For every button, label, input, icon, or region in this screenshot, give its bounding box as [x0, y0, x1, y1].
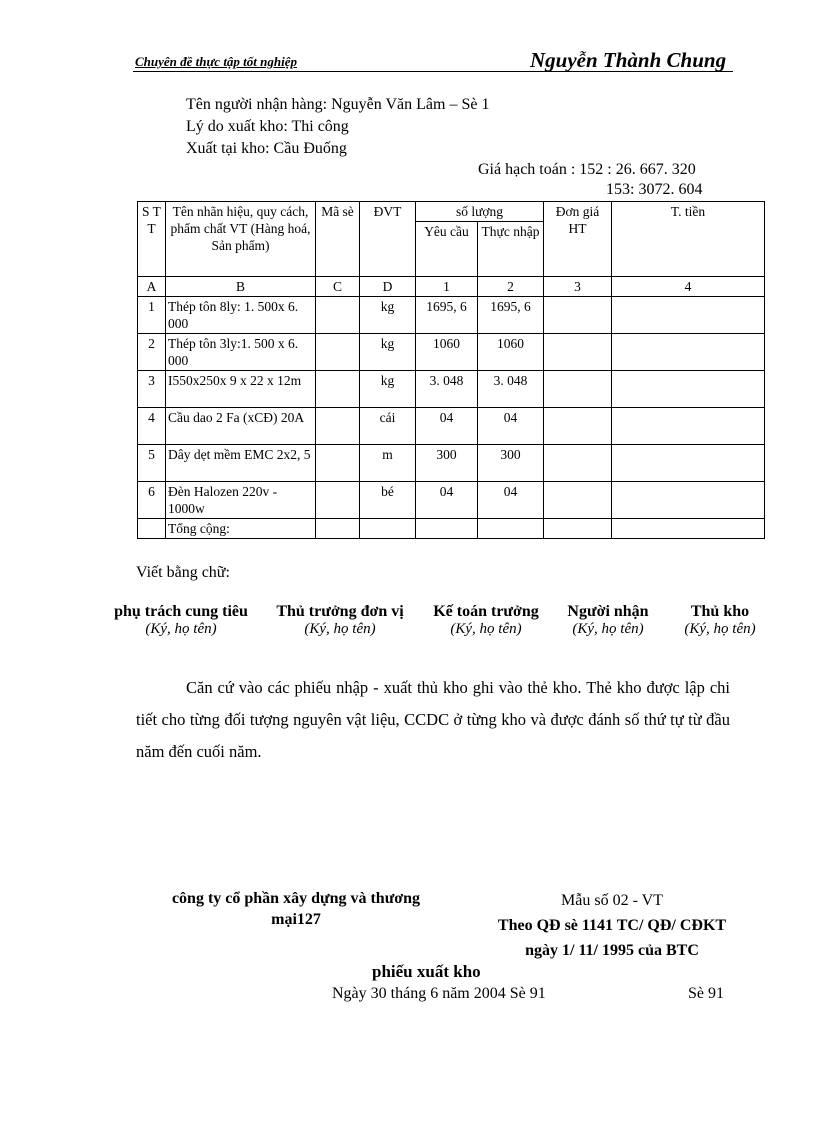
cell-stt: 6: [138, 482, 166, 519]
signature-sub: (Ký, họ tên): [684, 621, 756, 637]
cell-stt: 5: [138, 445, 166, 482]
cell-total: [612, 408, 765, 445]
signature-block: [424, 603, 548, 638]
col-label: A: [138, 277, 166, 297]
cell-req: 1695, 6: [416, 297, 478, 334]
col-label: 3: [544, 277, 612, 297]
cell-req: 04: [416, 408, 478, 445]
header-stt: S T T: [138, 202, 166, 277]
cell-act: 300: [478, 445, 544, 482]
cell-price: [544, 371, 612, 408]
cell-act: 1695, 6: [478, 297, 544, 334]
cell-stt: 1: [138, 297, 166, 334]
cell-req: 3. 048: [416, 371, 478, 408]
cell-total: [612, 334, 765, 371]
cell-unit: m: [360, 445, 416, 482]
cell-total: [612, 445, 765, 482]
company-name: [140, 888, 452, 930]
signature-sub: (Ký, họ tên): [304, 621, 376, 637]
cell-name: Cầu dao 2 Fa (xCĐ) 20A: [166, 408, 316, 445]
cell-name: Dây dẹt mềm EMC 2x2, 5: [166, 445, 316, 482]
signature-block: [270, 603, 410, 638]
cell-req: 1060: [416, 334, 478, 371]
cell-unit: cái: [360, 408, 416, 445]
signature-block: [672, 603, 768, 638]
cell-total: [612, 371, 765, 408]
signature-title: Thủ trưởng đơn vị: [276, 603, 404, 620]
cell-name: Thép tôn 8ly: 1. 500x 6. 000: [166, 297, 316, 334]
table-row: [138, 408, 765, 445]
cell-unit: kg: [360, 334, 416, 371]
body-paragraph: Căn cứ vào các phiếu nhập - xuất thủ kho ghi vào thẻ kho. Thẻ kho được lập chi tiết cho từng đối tượng nguyên vật liệu, CCDC ở từng kho và được đánh số thứ tự từ đầu năm đến cuối năm.: [136, 678, 730, 761]
cell-price: [544, 334, 612, 371]
cell-code: [316, 482, 360, 519]
cell-unit: kg: [360, 371, 416, 408]
company-line-2: mại127: [271, 911, 321, 928]
cell-act: 1060: [478, 334, 544, 371]
cell-act: 04: [478, 482, 544, 519]
price-line-2: 153: 3072. 604: [606, 181, 703, 198]
signature-block: [106, 603, 256, 638]
col-label: C: [316, 277, 360, 297]
cell-req: 300: [416, 445, 478, 482]
signature-title: Thủ kho: [690, 603, 750, 620]
header-name: Tên nhãn hiệu, quy cách, phẩm chất VT (Hàng hoá, Sản phẩm): [166, 202, 316, 277]
cell-name: Thép tôn 3ly:1. 500 x 6. 000: [166, 334, 316, 371]
header-author: Nguyễn Thành Chung: [530, 48, 727, 72]
cell-stt: 2: [138, 334, 166, 371]
form-decision: Theo QĐ sè 1141 TC/ QĐ/ CĐKT: [497, 917, 727, 934]
cell-total: [612, 482, 765, 519]
header-qty-act: Thực nhập: [478, 222, 544, 277]
table-row: [138, 371, 765, 408]
cell-unit: bé: [360, 482, 416, 519]
total-label: Tổng cộng:: [166, 519, 316, 539]
words-label: Viết bằng chữ:: [136, 564, 230, 581]
col-label: 2: [478, 277, 544, 297]
cell-code: [316, 334, 360, 371]
cell-total: [612, 297, 765, 334]
header-code: Mã sè: [316, 202, 360, 277]
header-qty-req: Yêu cầu: [416, 222, 478, 277]
table-row: [138, 445, 765, 482]
form-date-line: Ngày 30 tháng 6 năm 2004 Sè 91: [332, 985, 546, 1002]
cell-stt: 3: [138, 371, 166, 408]
cell-name: I550x250x 9 x 22 x 12m: [166, 371, 316, 408]
header-left-title: Chuyên đề thực tập tốt nghiệp: [135, 54, 297, 69]
signature-sub: (Ký, họ tên): [572, 621, 644, 637]
reason-line: Lý do xuất kho: Thi công: [186, 118, 349, 135]
cell-price: [544, 445, 612, 482]
cell-code: [316, 297, 360, 334]
cell-req: 04: [416, 482, 478, 519]
receiver-line: Tên người nhận hàng: Nguyễn Văn Lâm – Sè 1: [186, 96, 490, 113]
cell-price: [544, 297, 612, 334]
form-date-issued: ngày 1/ 11/ 1995 của BTC: [525, 942, 699, 959]
signature-title: Người nhận: [567, 603, 649, 620]
cell-code: [316, 445, 360, 482]
signature-sub: (Ký, họ tên): [145, 621, 217, 637]
form-number: Mẫu số 02 - VT: [561, 892, 663, 909]
warehouse-line: Xuất tại kho: Cầu Đuống: [186, 140, 347, 157]
header-rule: [133, 71, 733, 72]
cell-stt: 4: [138, 408, 166, 445]
cell-price: [544, 482, 612, 519]
form-title: phiếu xuất kho: [372, 962, 481, 981]
table-row: [138, 334, 765, 371]
cell-unit: kg: [360, 297, 416, 334]
signature-title: phụ trách cung tiêu: [114, 603, 248, 620]
signature-sub: (Ký, họ tên): [450, 621, 522, 637]
col-label: 1: [416, 277, 478, 297]
col-label: B: [166, 277, 316, 297]
cell-price: [544, 408, 612, 445]
header-total: T. tiền: [612, 202, 765, 277]
signature-block: [560, 603, 656, 638]
cell-code: [316, 408, 360, 445]
header-unit: ĐVT: [360, 202, 416, 277]
cell-name: Đèn Halozen 220v - 1000w: [166, 482, 316, 519]
table-row: [138, 482, 765, 519]
cell-act: 3. 048: [478, 371, 544, 408]
form-number-right: Sè 91: [688, 985, 724, 1002]
table-row: [138, 297, 765, 334]
cell-code: [316, 371, 360, 408]
signature-title: Kế toán trưởng: [433, 603, 539, 620]
header-qty: số lượng: [416, 202, 544, 222]
goods-table: [137, 201, 765, 539]
header-price: Đơn giá HT: [544, 202, 612, 277]
total-row: [138, 519, 765, 539]
form-reference: [472, 888, 752, 963]
cell-act: 04: [478, 408, 544, 445]
price-line-1: Giá hạch toán : 152 : 26. 667. 320: [478, 161, 696, 178]
col-label: 4: [612, 277, 765, 297]
col-label: D: [360, 277, 416, 297]
company-line-1: công ty cổ phần xây dựng và thương: [171, 890, 421, 907]
